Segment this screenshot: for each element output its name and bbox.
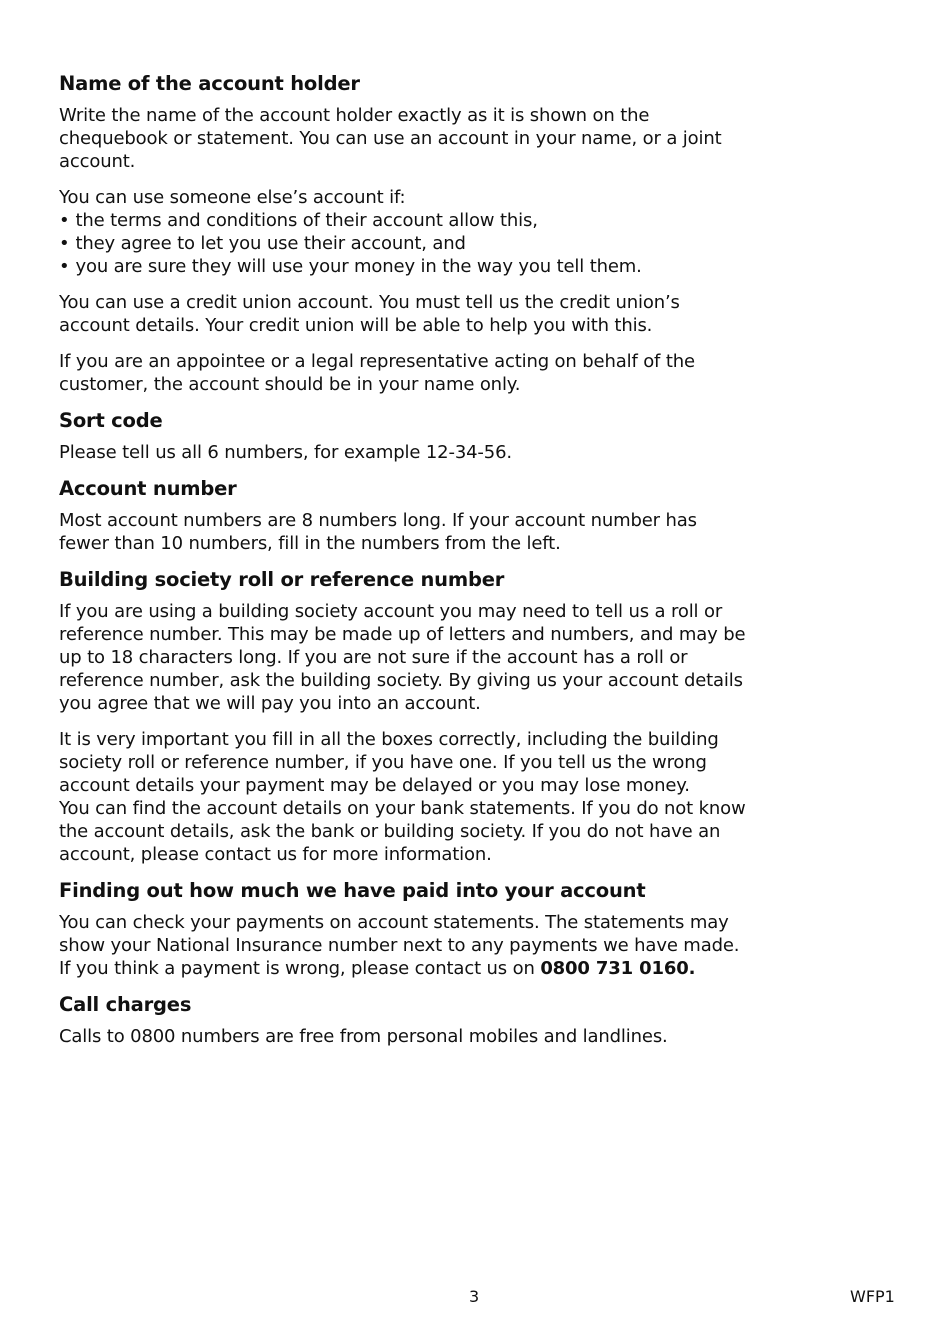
paragraph-account-number: Most account numbers are 8 numbers long. If your account number has fewer than 10 numbers, fill in the numbers from the left.: [59, 510, 697, 554]
form-code: WFP1: [850, 1287, 895, 1306]
text-check-payments: You can check your payments on account statements. The statements may show your National Insurance number next to any payments we have made.: [59, 912, 740, 956]
list-item: • you are sure they will use your money in the way you tell them.: [59, 255, 749, 278]
phone-number: 0800 731 0160.: [540, 958, 696, 979]
list-item: • the terms and conditions of their account allow this,: [59, 209, 749, 232]
paragraph-fill-boxes: [59, 728, 749, 866]
section-sort-code: [59, 409, 749, 464]
paragraph-credit-union: You can use a credit union account. You must tell us the credit union’s account details. Your credit union will be able to help you with this.: [59, 292, 680, 336]
heading-call-charges: Call charges: [59, 993, 192, 1016]
list-item: • they agree to let you use their account, and: [59, 232, 749, 255]
section-account-number: [59, 477, 749, 555]
section-building-society: [59, 568, 749, 866]
text-contact-us: If you think a payment is wrong, please contact us on: [59, 958, 535, 979]
document-body: [59, 72, 749, 1061]
paragraph-payments: [59, 911, 749, 980]
paragraph-someone-else-intro: You can use someone else’s account if:: [59, 187, 406, 208]
section-payments: [59, 879, 749, 980]
text-find-account-details: You can find the account details on your bank statements. If you do not know the account details, ask the bank or building society. If you do not have an account, please contact us for more information.: [59, 798, 746, 865]
heading-sort-code: Sort code: [59, 409, 163, 432]
heading-building-society: Building society roll or reference number: [59, 568, 505, 591]
bullet-list-conditions: [59, 209, 749, 278]
paragraph-appointee: If you are an appointee or a legal representative acting on behalf of the customer, the account should be in your name only.: [59, 351, 695, 395]
paragraph-sort-code: Please tell us all 6 numbers, for example 12-34-56.: [59, 442, 512, 463]
page-number: 3: [469, 1287, 480, 1306]
paragraph-building-society-roll: If you are using a building society account you may need to tell us a roll or reference number. This may be made up of letters and numbers, and may be up to 18 characters long. If you are not sure if the account has a roll or reference number, ask the building society. By giving us your account details you agree that we will pay you into an account.: [59, 601, 746, 714]
section-call-charges: [59, 993, 749, 1048]
text-fill-boxes-warning: It is very important you fill in all the boxes correctly, including the building society roll or reference number, if you have one. If you tell us the wrong account details your payment may be delayed or you may lose money.: [59, 729, 719, 796]
paragraph-account-holder-intro: Write the name of the account holder exactly as it is shown on the chequebook or statement. You can use an account in your name, or a joint account.: [59, 105, 722, 172]
heading-payments: Finding out how much we have paid into your account: [59, 879, 646, 902]
heading-account-number: Account number: [59, 477, 237, 500]
heading-account-holder: Name of the account holder: [59, 72, 360, 95]
section-account-holder: [59, 72, 749, 396]
text-payment-wrong: [59, 957, 749, 980]
paragraph-call-charges: Calls to 0800 numbers are free from personal mobiles and landlines.: [59, 1026, 668, 1047]
